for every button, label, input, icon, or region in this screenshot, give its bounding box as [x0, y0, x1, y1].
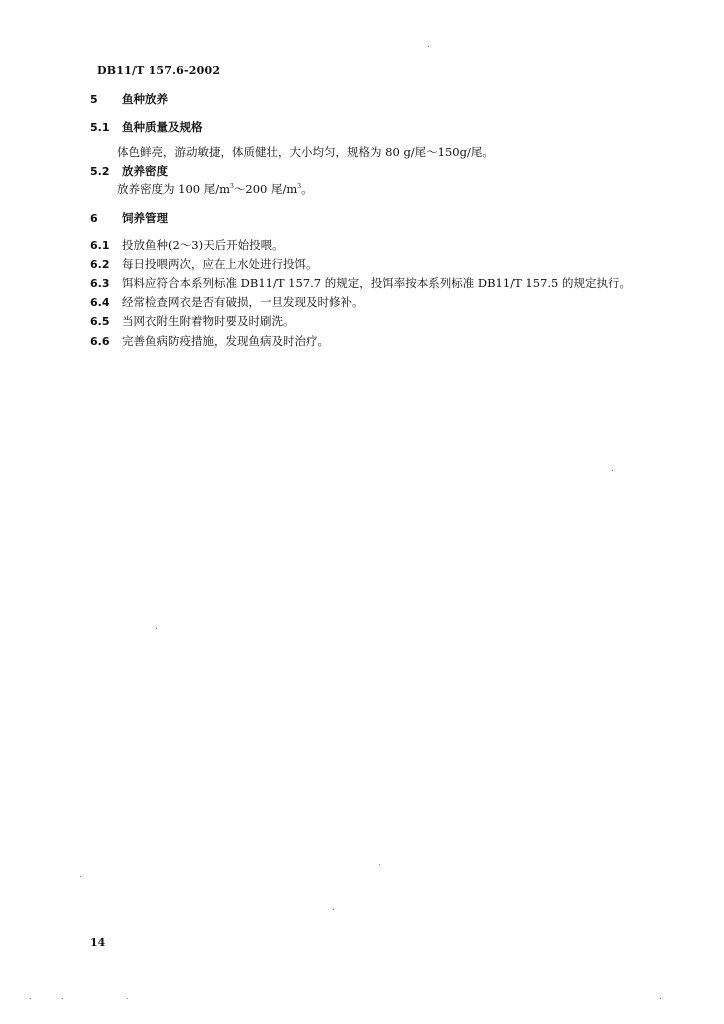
- density-text-mid: ～200 尾/m: [233, 182, 298, 196]
- item-number: 6.3: [90, 277, 110, 290]
- item-number: 6.4: [90, 296, 110, 309]
- item-6-5: [90, 313, 295, 329]
- item-6-1: [90, 237, 284, 253]
- scan-speck: [660, 998, 661, 999]
- section-5-1-heading: [90, 119, 203, 135]
- page-number: 14: [90, 936, 106, 949]
- section-5-heading: [90, 91, 168, 107]
- scan-speck: [62, 998, 63, 999]
- section-title: 鱼种放养: [122, 92, 168, 106]
- item-text: 经常检查网衣是否有破损，一旦发现及时修补。: [122, 295, 364, 309]
- item-text: 投放鱼种(2～3)天后开始投喂。: [122, 238, 284, 252]
- section-5-2-body: [117, 181, 313, 197]
- density-text-end: 。: [301, 182, 313, 196]
- document-id: DB11/T 157.6-2002: [97, 64, 221, 77]
- scan-speck: [156, 628, 157, 629]
- density-text-start: 放养密度为 100 尾/m: [117, 182, 231, 196]
- item-number: 6.2: [90, 258, 110, 271]
- item-text: 当网衣附生附着物时要及时刷洗。: [122, 314, 295, 328]
- superscript-3: 3: [297, 183, 302, 190]
- item-text: 完善鱼病防疫措施，发现鱼病及时治疗。: [122, 334, 329, 348]
- section-number: 5.2: [90, 165, 110, 178]
- section-number: 5.1: [90, 121, 110, 134]
- scan-speck: [428, 46, 429, 47]
- scan-speck: [127, 998, 128, 999]
- item-number: 6.1: [90, 239, 110, 252]
- section-6-heading: [90, 210, 168, 226]
- scan-speck: [80, 876, 81, 877]
- item-text: 饵料应符合本系列标准 DB11/T 157.7 的规定，投饵率按本系列标准 DB11/T 157.5 的规定执行。: [122, 276, 631, 290]
- section-5-2-heading: [90, 163, 168, 179]
- section-number: 5: [90, 93, 98, 106]
- scan-speck: [30, 998, 31, 999]
- scan-speck: [333, 909, 334, 910]
- section-title: 鱼种质量及规格: [122, 120, 203, 134]
- section-title: 饲养管理: [122, 211, 168, 225]
- scan-speck: [612, 470, 613, 471]
- item-6-4: [90, 294, 364, 310]
- section-title: 放养密度: [122, 164, 168, 178]
- item-number: 6.5: [90, 315, 110, 328]
- scan-speck: [379, 864, 380, 865]
- superscript-3: 3: [230, 183, 234, 190]
- item-number: 6.6: [90, 335, 110, 348]
- item-6-6: [90, 333, 329, 349]
- item-6-2: [90, 256, 318, 272]
- section-5-1-body: 体色鲜亮，游动敏捷，体质健壮，大小均匀，规格为 80 g/尾～150g/尾。: [117, 145, 494, 159]
- section-number: 6: [90, 212, 98, 225]
- item-text: 每日投喂两次，应在上水处进行投饵。: [122, 257, 318, 271]
- item-6-3: [90, 275, 631, 291]
